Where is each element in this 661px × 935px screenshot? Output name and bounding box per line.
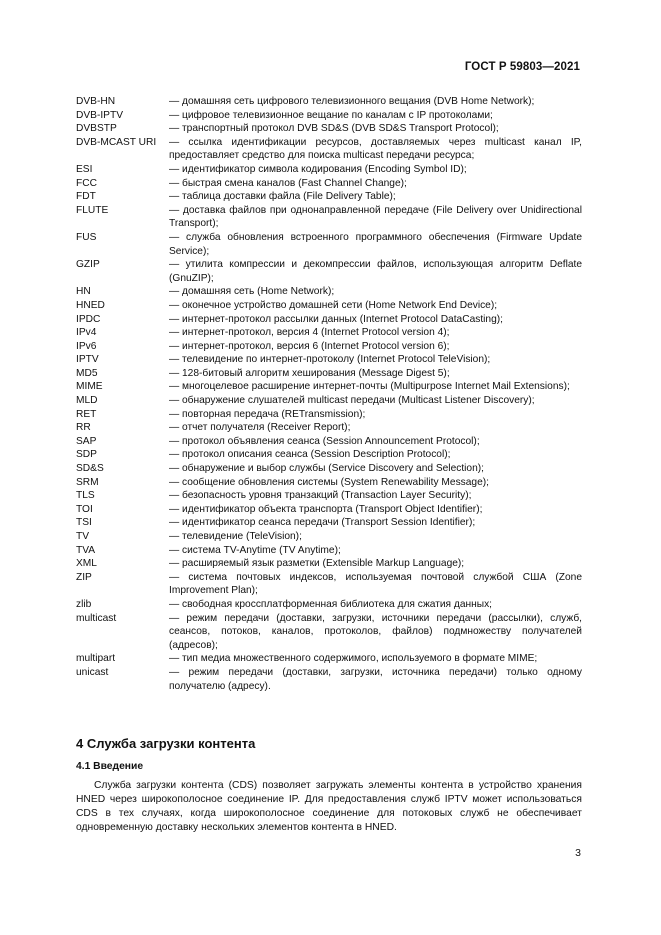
abbreviation-row bbox=[76, 435, 582, 449]
abbreviation-definition: — интернет-протокол, версия 4 (Internet Protocol version 4); bbox=[169, 327, 450, 339]
abbreviation-term: MLD bbox=[76, 395, 98, 407]
abbreviation-row bbox=[76, 408, 582, 422]
abbreviation-row bbox=[76, 231, 582, 258]
abbreviation-term: unicast bbox=[76, 666, 109, 678]
abbreviation-definition: — утилита компрессии и декомпрессии файлов, использующая алгоритм Deflate (GnuZIP); bbox=[169, 259, 582, 284]
abbreviation-definition: — служба обновления встроенного программного обеспечения (Firmware Update Service); bbox=[169, 231, 582, 257]
abbreviation-row bbox=[76, 666, 582, 693]
abbreviation-term: TVA bbox=[76, 544, 96, 556]
abbreviation-term: MD5 bbox=[76, 367, 98, 379]
section-title: 4 Служба загрузки контента bbox=[76, 736, 256, 751]
abbreviation-row bbox=[76, 530, 582, 544]
abbreviation-row bbox=[76, 204, 582, 231]
abbreviation-row bbox=[76, 421, 582, 435]
abbreviation-term: RR bbox=[76, 422, 91, 434]
abbreviation-row bbox=[76, 109, 582, 123]
abbreviation-term: MIME bbox=[76, 381, 103, 393]
abbreviation-row bbox=[76, 462, 582, 476]
abbreviation-term: SAP bbox=[76, 435, 97, 447]
abbreviation-definition: — расширяемый язык разметки (Extensible Markup Language); bbox=[169, 558, 465, 570]
abbreviation-term: TSI bbox=[76, 517, 92, 529]
abbreviation-definition: — телевидение по интернет-протоколу (Internet Protocol TeleVision); bbox=[169, 354, 491, 366]
abbreviation-term: SD&S bbox=[76, 463, 104, 475]
abbreviation-term: FUS bbox=[76, 231, 97, 243]
abbreviation-definition: — свободная кроссплатформенная библиотека для сжатия данных; bbox=[169, 598, 493, 610]
abbreviation-term: SDP bbox=[76, 449, 97, 461]
abbreviation-term: IPv6 bbox=[76, 340, 97, 352]
abbreviation-definition: — обнаружение слушателей multicast передачи (Multicast Listener Discovery); bbox=[169, 395, 535, 407]
abbreviation-definition: — система TV-Anytime (TV Anytime); bbox=[169, 544, 341, 556]
abbreviation-row bbox=[76, 476, 582, 490]
abbreviation-term: IPDC bbox=[76, 313, 101, 325]
abbreviation-definition: — таблица доставки файла (File Delivery Table); bbox=[169, 191, 396, 203]
abbreviation-definition: — цифровое телевизионное вещание по каналам с IP протоколами; bbox=[169, 109, 493, 121]
abbreviation-term: XML bbox=[76, 558, 97, 570]
abbreviation-row bbox=[76, 557, 582, 571]
abbreviation-term: FLUTE bbox=[76, 204, 109, 216]
abbreviation-row bbox=[76, 367, 582, 381]
abbreviation-row bbox=[76, 394, 582, 408]
abbreviation-definition: — режим передачи (доставки, загрузки, источника передачи) только одному получателю (адресу). bbox=[169, 666, 582, 692]
abbreviation-row bbox=[76, 95, 582, 109]
abbreviation-definition: — доставка файлов при однонаправленной передаче (File Delivery over Unidirectional Transport); bbox=[169, 204, 582, 230]
abbreviation-term: IPv4 bbox=[76, 327, 97, 339]
abbreviation-term: multipart bbox=[76, 653, 116, 665]
abbreviation-definition: — протокол описания сеанса (Session Description Protocol); bbox=[169, 449, 451, 461]
abbreviation-definition: — интернет-протокол, версия 6 (Internet Protocol version 6); bbox=[169, 340, 450, 352]
abbreviation-term: IPTV bbox=[76, 354, 99, 366]
abbreviation-definition: — повторная передача (RETransmission); bbox=[169, 408, 366, 420]
abbreviation-definition: — идентификатор символа кодирования (Encoding Symbol ID); bbox=[169, 163, 467, 175]
abbreviation-term: multicast bbox=[76, 612, 117, 624]
abbreviation-row bbox=[76, 122, 582, 136]
abbreviation-term: FDT bbox=[76, 191, 96, 203]
abbreviation-definition: — отчет получателя (Receiver Report); bbox=[169, 422, 351, 434]
abbreviation-term: HN bbox=[76, 286, 91, 298]
abbreviation-row bbox=[76, 136, 582, 163]
abbreviation-definition: — протокол объявления сеанса (Session Announcement Protocol); bbox=[169, 435, 480, 447]
abbreviation-term: RET bbox=[76, 408, 97, 420]
abbreviation-term: HNED bbox=[76, 299, 105, 311]
abbreviation-row bbox=[76, 489, 582, 503]
abbreviation-definition: — обнаружение и выбор службы (Service Discovery and Selection); bbox=[169, 463, 484, 475]
abbreviation-definition: — домашняя сеть (Home Network); bbox=[169, 286, 335, 298]
abbreviation-row bbox=[76, 299, 582, 313]
abbreviation-term: TV bbox=[76, 531, 90, 542]
abbreviation-row bbox=[76, 326, 582, 340]
abbreviation-row bbox=[76, 340, 582, 354]
abbreviation-definition: — ссылка идентификации ресурсов, доставляемых через multicast канал IP, предоставляет средство для поиска multicast передачи ресурса; bbox=[169, 136, 582, 162]
abbreviation-term: TOI bbox=[76, 503, 93, 515]
abbreviation-row bbox=[76, 448, 582, 462]
abbreviation-row bbox=[76, 353, 582, 367]
abbreviation-row bbox=[76, 177, 582, 191]
abbreviation-definition: — телевидение (TeleVision); bbox=[169, 531, 302, 542]
page-number: 3 bbox=[575, 847, 581, 859]
abbreviation-row bbox=[76, 612, 582, 653]
abbreviation-row bbox=[76, 380, 582, 394]
abbreviation-term: DVBSTP bbox=[76, 123, 117, 135]
abbreviation-term: TLS bbox=[76, 490, 95, 502]
abbreviation-definition: — транспортный протокол DVB SD&S (DVB SD&S Transport Protocol); bbox=[169, 123, 499, 135]
abbreviation-row bbox=[76, 516, 582, 530]
abbreviation-term: GZIP bbox=[76, 259, 100, 271]
document-code: ГОСТ Р 59803—2021 bbox=[464, 61, 580, 73]
abbreviation-row bbox=[76, 544, 582, 558]
abbreviation-row bbox=[76, 190, 582, 204]
abbreviation-definition: — система почтовых индексов, используемая почтовой службой США (Zone Improvement Plan); bbox=[169, 571, 582, 597]
abbreviation-term: DVB-IPTV bbox=[76, 109, 123, 121]
abbreviation-row bbox=[76, 285, 582, 299]
body-paragraph: Служба загрузки контента (CDS) позволяет загружать элементы контента в устройство хранения HNED через широкополосное соединение IP. Для предоставления служб IPTV может использоваться CDS в тех случаях, когда широкополосное соединение для потоковых служб не обеспечивает одновременную доставку нескольких элементов контента в HNED. bbox=[76, 780, 582, 833]
abbreviation-term: DVB-HN bbox=[76, 96, 116, 107]
abbreviation-definition: — режим передачи (доставки, загрузки, источники передачи (рассылки), служб, сеансов, потоков, каналов, протоколов, файлов) подмножеству получателей (адресов); bbox=[169, 612, 582, 651]
abbreviation-definition: — идентификатор сеанса передачи (Transport Session Identifier); bbox=[169, 517, 476, 529]
abbreviation-definition: — домашняя сеть цифрового телевизионного вещания (DVB Home Network); bbox=[169, 96, 535, 107]
abbreviation-term: ZIP bbox=[76, 571, 92, 583]
abbreviation-definition: — многоцелевое расширение интернет-почты (Multipurpose Internet Mail Extensions); bbox=[169, 381, 570, 393]
abbreviation-row bbox=[76, 503, 582, 517]
abbreviation-term: FCC bbox=[76, 177, 97, 189]
abbreviation-definition: — оконечное устройство домашней сети (Home Network End Device); bbox=[169, 299, 498, 311]
abbreviation-row bbox=[76, 652, 582, 666]
abbreviation-term: DVB-MCAST URI bbox=[76, 136, 157, 148]
abbreviation-definition: — интернет-протокол рассылки данных (Internet Protocol DataCasting); bbox=[169, 313, 503, 325]
subsection-title: 4.1 Введение bbox=[76, 761, 144, 772]
abbreviation-row bbox=[76, 258, 582, 285]
abbreviation-definition: — безопасность уровня транзакций (Transaction Layer Security); bbox=[169, 490, 472, 502]
abbreviation-definition: — быстрая смена каналов (Fast Channel Change); bbox=[169, 177, 407, 189]
abbreviation-definition: — сообщение обновления системы (System Renewability Message); bbox=[169, 476, 489, 488]
abbreviation-definition: — 128-битовый алгоритм хеширования (Message Digest 5); bbox=[169, 367, 450, 379]
abbreviation-row bbox=[76, 598, 582, 612]
abbreviation-term: ESI bbox=[76, 163, 93, 175]
abbreviation-definition: — тип медиа множественного содержимого, используемого в формате MIME; bbox=[169, 653, 538, 665]
abbreviation-row bbox=[76, 571, 582, 598]
abbreviation-term: zlib bbox=[76, 598, 92, 610]
abbreviation-definition: — идентификатор объекта транспорта (Transport Object Identifier); bbox=[169, 503, 483, 515]
abbreviation-row bbox=[76, 313, 582, 327]
abbreviation-list bbox=[76, 95, 582, 693]
abbreviation-row bbox=[76, 163, 582, 177]
abbreviation-term: SRM bbox=[76, 476, 99, 488]
